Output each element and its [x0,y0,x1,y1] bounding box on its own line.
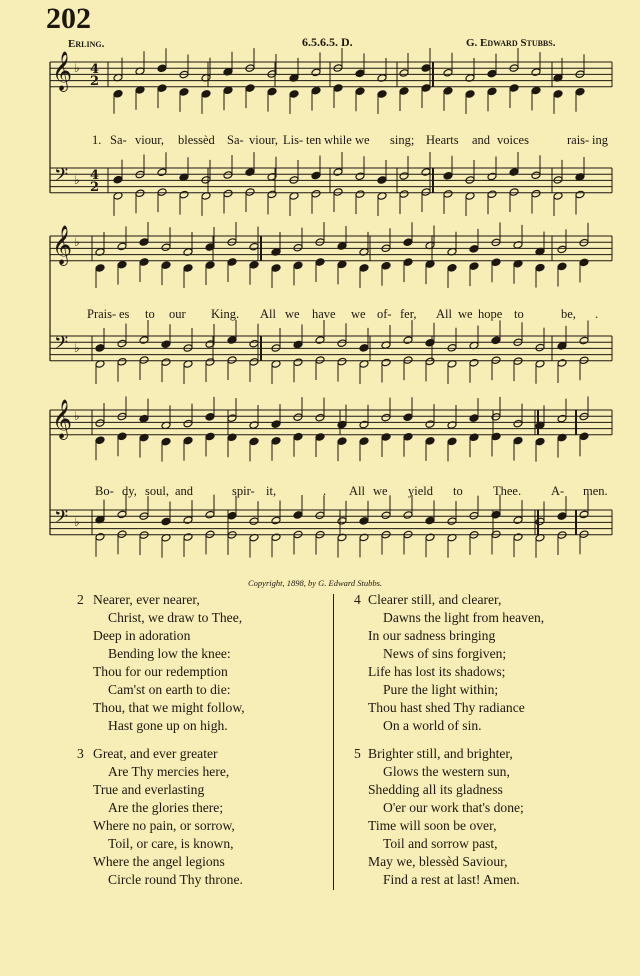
stanza-line: Life has lost its shadows; [368,664,506,679]
stanza-line: Toil and sorrow past, [383,836,498,851]
note-head [315,433,325,442]
note-head [381,358,391,367]
note-head [531,86,541,95]
lyric-syllable: we [355,133,370,147]
note-head [161,358,171,367]
stanza-line: On a world of sin. [383,718,482,733]
stanza-line: Bending low the knee: [108,646,231,661]
note-head [205,413,215,422]
note-head [139,258,149,267]
note-head [161,261,171,270]
note-head [95,533,105,542]
note-head [579,336,589,345]
note-head [487,69,497,78]
note-head [183,533,193,542]
note-head [359,437,369,446]
stanza-line: Thou for our redemption [93,664,228,679]
note-head [139,336,149,345]
note-head [249,437,259,446]
note-head [403,356,413,365]
note-head [509,188,519,197]
note-head [311,189,321,198]
stanza-line: Cam'st on earth to die: [108,682,231,697]
note-head [513,419,523,428]
lyric-syllable: Lis- [283,133,304,147]
note-head [377,176,387,185]
note-head [113,175,123,184]
note-head [117,242,127,251]
note-head [403,511,413,520]
lyric-syllable: All [349,484,365,498]
stanza-line: News of sins forgiven; [383,646,507,661]
stanza-line: Are the glories there; [108,800,224,815]
note-head [245,84,255,93]
lyric-syllable: Sa- [227,133,244,147]
lyric-syllable: Thee. [493,484,522,498]
time-signature: 4 [90,62,100,77]
lyric-syllable: dy, [122,484,137,498]
note-head [579,510,589,519]
key-signature: ♭ [74,173,80,187]
lyric-syllable: fer, [400,307,417,321]
note-head [381,261,391,270]
note-head [223,189,233,198]
note-head [513,516,523,525]
note-head [271,437,281,446]
note-head [139,414,149,423]
note-head [535,437,545,446]
note-head [425,437,435,446]
note-head [245,188,255,197]
note-head [355,69,365,78]
note-head [491,336,501,345]
note-head [293,358,303,367]
lyric-syllable: we [285,307,300,321]
lyric-syllable: ten [306,133,322,147]
stanza-line: Deep in adoration [93,628,191,643]
tune-name: Erling. [68,38,105,50]
note-head [443,172,453,181]
note-head [557,245,567,254]
note-head [293,511,303,520]
note-head [183,264,193,273]
note-head [117,358,127,367]
note-head [311,86,321,95]
note-head [381,511,391,520]
note-head [381,413,391,422]
note-head [421,188,431,197]
copyright: Copyright, 1898, by G. Edward Stubbs. [248,578,383,588]
bass-clef: 𝄢 [54,165,69,190]
note-head [399,69,409,78]
lyric-syllable: spir- [232,484,255,498]
note-head [227,336,237,345]
note-head [421,64,431,73]
note-head [575,190,585,199]
note-head [161,517,171,526]
note-head [579,258,589,267]
note-head [95,264,105,273]
note-head [553,90,563,99]
stanza-number: 4 [354,592,361,607]
stanza-line: Brighter still, and brighter, [368,746,513,761]
note-head [399,190,409,199]
stanza-line: Time will soon be over, [368,818,497,833]
note-head [183,419,193,428]
lyric-syllable: Sa- [110,133,127,147]
note-head [355,172,365,181]
note-head [293,243,303,252]
lyric-syllable: hope [478,307,503,321]
note-head [267,190,277,199]
note-head [315,413,325,422]
note-head [337,357,347,366]
lyric-syllable: men. [583,484,608,498]
note-head [443,190,453,199]
note-head [117,339,127,348]
lyric-syllable: to [145,307,155,321]
note-head [381,433,391,442]
note-head [337,420,347,429]
note-head [399,87,409,96]
note-head [487,172,497,181]
note-head [183,436,193,445]
note-head [575,87,585,96]
note-head [531,171,541,180]
note-head [179,190,189,199]
note-head [249,358,259,367]
stanza-number: 5 [354,746,361,761]
lyric-syllable: blessèd [178,133,215,147]
composer: G. Edward Stubbs. [466,37,556,49]
stanza-line: Find a rest at last! Amen. [383,872,520,887]
note-head [425,357,435,366]
lyric-syllable: soul, [145,484,169,498]
meter: 6.5.6.5. D. [302,35,353,49]
lyric-syllable: All [260,307,276,321]
note-head [535,263,545,272]
note-head [293,413,303,422]
lyric-syllable: 1. [92,133,102,147]
note-head [113,90,123,99]
note-head [311,171,321,180]
lyric-syllable: es [119,307,130,321]
note-head [469,262,479,271]
note-head [337,260,347,269]
bass-clef: 𝄢 [54,507,69,532]
lyric-syllable: All [436,307,452,321]
note-head [245,168,255,177]
note-head [469,358,479,367]
lyric-syllable: have [312,307,336,321]
note-head [337,339,347,348]
time-signature: 2 [90,74,100,89]
stanza-line: Where the angel legions [93,854,225,869]
note-head [557,414,567,423]
note-head [315,511,325,520]
note-head [425,339,435,348]
note-head [465,90,475,99]
note-head [293,340,303,349]
note-head [359,517,369,526]
note-head [205,261,215,270]
note-head [579,530,589,539]
stanza-line: Are Thy mercies here, [108,764,230,779]
stanza-line: True and everlasting [93,782,205,797]
note-head [271,264,281,273]
stanza-line: In our sadness bringing [368,628,496,643]
treble-clef: 𝄞 [52,399,73,439]
lyric-syllable: King. [211,307,240,321]
note-head [487,87,497,96]
note-head [359,344,369,353]
lyric-syllable: sing; [390,133,415,147]
lyric-syllable: rais- [567,133,590,147]
lyric-syllable: it, [266,484,277,498]
note-head [421,84,431,93]
bass-clef: 𝄢 [54,333,69,358]
note-head [315,336,325,345]
note-head [447,264,457,273]
note-head [337,242,347,251]
note-head [403,336,413,345]
note-head [95,436,105,445]
note-head [557,262,567,271]
lyric-syllable: . [323,484,327,498]
lyric-syllable: viour, [249,133,279,147]
stanza-line: Hast gone up on high. [108,718,228,733]
note-head [421,168,431,177]
lyric-syllable: to [514,307,524,321]
note-head [117,530,127,539]
note-head [377,90,387,99]
hymn-number: 202 [46,2,91,35]
lyric-syllable: our [169,307,186,321]
note-head [403,413,413,422]
note-head [227,511,237,520]
note-head [337,517,347,526]
note-head [403,238,413,247]
lyric-syllable: and [175,484,194,498]
stanza-line: O'er our work that's done; [383,800,524,815]
lyric-syllable: to [453,484,463,498]
note-head [531,68,541,77]
note-head [271,516,281,525]
note-head [447,517,457,526]
note-head [513,436,523,445]
lyric-syllable: we [458,307,473,321]
note-head [161,437,171,446]
time-signature: 4 [90,168,100,183]
stanza-line: Clearer still, and clearer, [368,592,502,607]
note-head [179,88,189,97]
note-head [509,168,519,177]
note-head [117,260,127,269]
lyric-syllable: voices [497,133,529,147]
note-head [161,340,171,349]
note-head [249,517,259,526]
note-head [227,356,237,365]
stanza-number: 3 [77,746,84,761]
note-head [227,258,237,267]
lyric-syllable: . [595,307,599,321]
lyric-syllable: be, [561,307,576,321]
key-signature: ♭ [74,61,80,75]
note-head [443,68,453,77]
note-head [469,511,479,520]
time-signature: 2 [90,180,100,195]
note-head [425,533,435,542]
note-head [333,168,343,177]
note-head [579,356,589,365]
stanza-line: Thou, that we might follow, [93,700,245,715]
note-head [557,359,567,368]
stanza-line: Circle round Thy throne. [108,872,243,887]
note-head [333,188,343,197]
note-head [293,261,303,270]
note-head [249,339,259,348]
stanza-line: Where no pain, or sorrow, [93,818,235,833]
note-head [359,264,369,273]
lyric-syllable: we [351,307,366,321]
lyric-syllable: yield [408,484,433,498]
note-head [267,87,277,96]
lyric-syllable: ing [592,133,608,147]
note-head [95,344,105,353]
stanza-number: 2 [77,592,84,607]
note-head [425,420,435,429]
note-head [359,420,369,429]
note-head [315,258,325,267]
note-head [157,168,167,177]
note-head [223,171,233,180]
note-head [469,245,479,254]
treble-clef: 𝄞 [52,225,73,265]
note-head [205,432,215,441]
note-head [333,84,343,93]
note-head [403,258,413,267]
column-divider [333,594,334,890]
note-head [201,90,211,99]
key-signature: ♭ [74,409,80,423]
note-head [443,87,453,96]
note-head [337,437,347,446]
lyric-syllable: Bo- [95,484,114,498]
note-head [535,517,545,526]
note-head [183,516,193,525]
lyric-syllable: and [472,133,491,147]
stanza-line: Thou hast shed Thy radiance [368,700,525,715]
note-head [531,189,541,198]
note-head [311,68,321,77]
stanza-line: Pure the light within; [383,682,499,697]
note-head [355,190,365,199]
note-head [205,510,215,519]
lyric-syllable: viour, [135,133,165,147]
note-head [271,420,281,429]
note-head [161,243,171,252]
note-head [157,84,167,93]
note-head [487,190,497,199]
note-head [469,414,479,423]
key-signature: ♭ [74,515,80,529]
note-head [355,87,365,96]
note-head [535,343,545,352]
lyric-syllable: of- [377,307,392,321]
note-head [205,358,215,367]
stanza-line: Great, and ever greater [93,746,218,761]
stanza-line: Christ, we draw to Thee, [108,610,243,625]
lyric-syllable: while [324,133,352,147]
note-head [117,432,127,441]
note-head [315,356,325,365]
stanza-line: Toil, or care, is known, [108,836,234,851]
note-head [157,64,167,73]
note-head [249,261,259,270]
treble-clef: 𝄞 [52,51,73,91]
lyric-syllable: we [373,484,388,498]
note-head [403,432,413,441]
note-head [513,533,523,542]
note-head [469,433,479,442]
note-head [157,188,167,197]
note-head [117,510,127,519]
note-head [139,356,149,365]
note-head [447,437,457,446]
stanza-line: May we, blessèd Saviour, [368,854,508,869]
stanza-line: Dawns the light from heaven, [383,610,545,625]
stanza-line: Nearer, ever nearer, [93,592,200,607]
note-head [227,414,237,423]
key-signature: ♭ [74,341,80,355]
stanza-line: Shedding all its gladness [368,782,503,797]
lyric-syllable: Prais- [87,307,117,321]
note-head [139,238,149,247]
stanza-line: Glows the western sun, [383,764,510,779]
lyric-syllable: A- [551,484,565,498]
note-head [579,432,589,441]
note-head [95,419,105,428]
note-head [557,512,567,521]
note-head [201,176,211,185]
note-head [491,356,501,365]
note-head [425,516,435,525]
note-head [399,172,409,181]
lyric-syllable: Hearts [426,133,459,147]
note-head [447,344,457,353]
note-head [271,533,281,542]
note-head [293,432,303,441]
note-head [289,90,299,99]
key-signature: ♭ [74,235,80,249]
note-head [491,258,501,267]
note-head [509,84,519,93]
note-head [249,242,259,251]
